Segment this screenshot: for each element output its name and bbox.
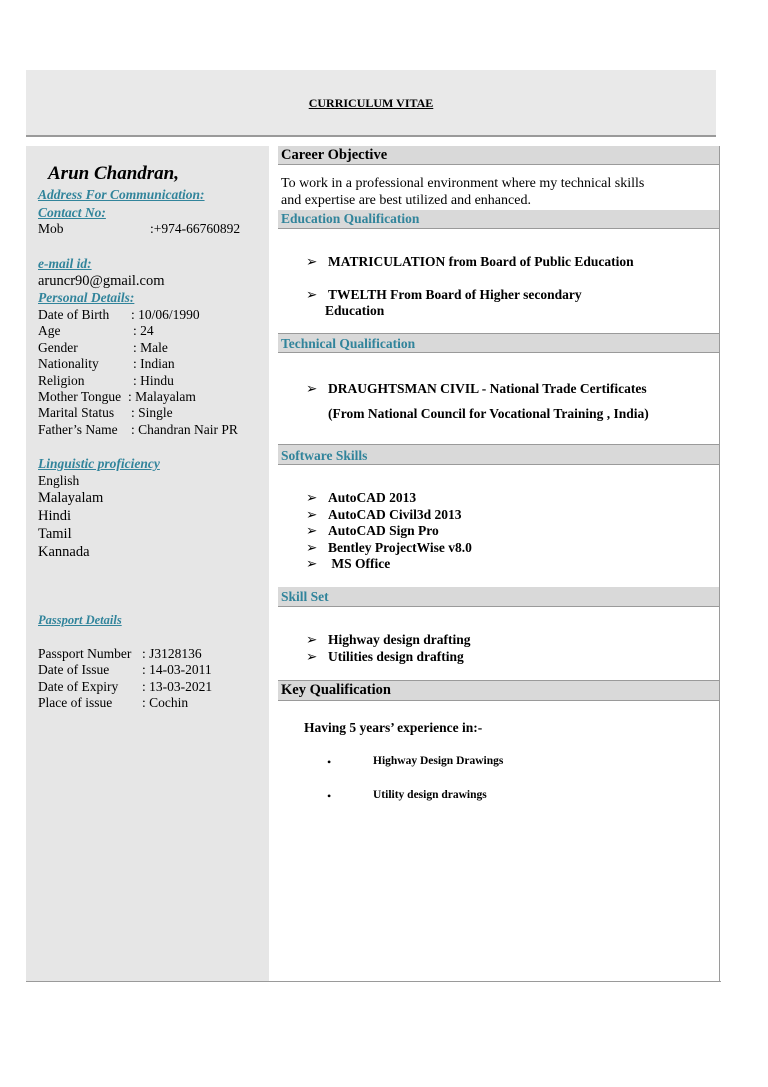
key-qualification-header: Key Qualification	[278, 680, 719, 701]
mob-value: :+974-66760892	[150, 221, 241, 236]
contact-label: Contact No:	[38, 205, 106, 220]
arrow-bullet-icon: ➢	[306, 539, 318, 555]
education-header: Education Qualification	[278, 210, 719, 229]
education-item: ➢ MATRICULATION from Board of Public Education	[306, 254, 634, 269]
arrow-bullet-icon: ➢	[306, 523, 318, 538]
email-value: aruncr90@gmail.com	[38, 273, 165, 289]
detail-row: Nationality : Indian	[38, 356, 175, 372]
address-label: Address For Communication:	[38, 187, 205, 202]
technical-header: Technical Qualification	[278, 333, 719, 353]
passport-row: Passport Number : J3128136	[38, 646, 202, 661]
detail-row: Mother Tongue : Malayalam	[38, 388, 196, 404]
language-item: Malayalam	[38, 490, 104, 506]
software-item: ➢ MS Office	[306, 556, 391, 571]
language-item: Hindi	[38, 508, 72, 524]
experience-text: Having 5 years’ experience in:-	[304, 720, 483, 735]
arrow-bullet-icon: ➢	[306, 381, 318, 396]
skill-item: ➢ Utilities design drafting	[306, 648, 464, 664]
language-item: Kannada	[38, 544, 90, 560]
detail-row: Date of Birth : 10/06/1990	[38, 307, 200, 322]
skill-list	[306, 632, 471, 665]
arrow-bullet-icon: ➢	[306, 632, 318, 647]
career-objective-header: Career Objective	[278, 146, 719, 165]
detail-row: Gender : Male	[38, 339, 168, 355]
education-item: ➢ TWELTH From Board of Higher secondary	[306, 287, 582, 302]
technical-item-cont: (From National Council for Vocational Training , India)	[328, 406, 649, 421]
candidate-name: Arun Chandran,	[48, 163, 179, 184]
personal-details-label: Personal Details:	[38, 290, 135, 305]
mob-label: Mob	[38, 221, 64, 236]
career-text-line: and expertise are best utilized and enhanced.	[281, 193, 531, 208]
personal-details	[38, 307, 268, 438]
arrow-bullet-icon: ➢	[306, 490, 318, 505]
bottom-divider	[26, 981, 721, 982]
header-band	[26, 70, 716, 137]
software-item: ➢ AutoCAD Sign Pro	[306, 523, 439, 538]
software-header: Software Skills	[278, 444, 719, 465]
skill-item: ➢ Highway design drafting	[306, 632, 471, 647]
linguistic-label: Linguistic proficiency	[38, 456, 160, 471]
key-item: Highway Design Drawings	[373, 755, 504, 767]
education-item-cont: Education	[325, 303, 385, 318]
passport-label: Passport Details	[38, 613, 122, 627]
language-item: Tamil	[38, 526, 72, 542]
arrow-bullet-icon: ➢	[306, 648, 318, 664]
software-item: ➢ AutoCAD 2013	[306, 490, 417, 505]
software-list	[306, 490, 472, 573]
detail-row: Age : 24	[38, 323, 154, 339]
arrow-bullet-icon: ➢	[306, 287, 318, 302]
arrow-bullet-icon: ➢	[306, 556, 318, 571]
technical-item: ➢ DRAUGHTSMAN CIVIL - National Trade Certificates	[306, 381, 647, 396]
language-item: English	[38, 473, 80, 488]
passport-row: Place of issue : Cochin	[38, 695, 189, 711]
dot-bullet-icon: •	[327, 755, 332, 769]
dot-bullet-icon: •	[327, 789, 332, 803]
passport-row: Date of Issue : 14-03-2011	[38, 662, 212, 678]
career-text-line: To work in a professional environment where my technical skills	[281, 176, 645, 191]
detail-row: Religion : Hindu	[38, 372, 174, 388]
arrow-bullet-icon: ➢	[306, 254, 318, 269]
software-item: ➢ AutoCAD Civil3d 2013	[306, 506, 462, 522]
email-label: e-mail id:	[38, 256, 92, 271]
right-border	[719, 146, 720, 982]
passport-row: Date of Expiry : 13-03-2021	[38, 678, 213, 694]
skill-set-header: Skill Set	[278, 587, 719, 607]
software-item: ➢ Bentley ProjectWise v8.0	[306, 539, 472, 555]
key-item: Utility design drawings	[373, 789, 487, 801]
document-title: CURRICULUM VITAE	[308, 96, 434, 110]
arrow-bullet-icon: ➢	[306, 506, 318, 522]
detail-row: Marital Status : Single	[38, 405, 173, 421]
detail-row: Father’s Name : Chandran Nair PR	[38, 421, 238, 437]
passport-details	[38, 646, 268, 712]
